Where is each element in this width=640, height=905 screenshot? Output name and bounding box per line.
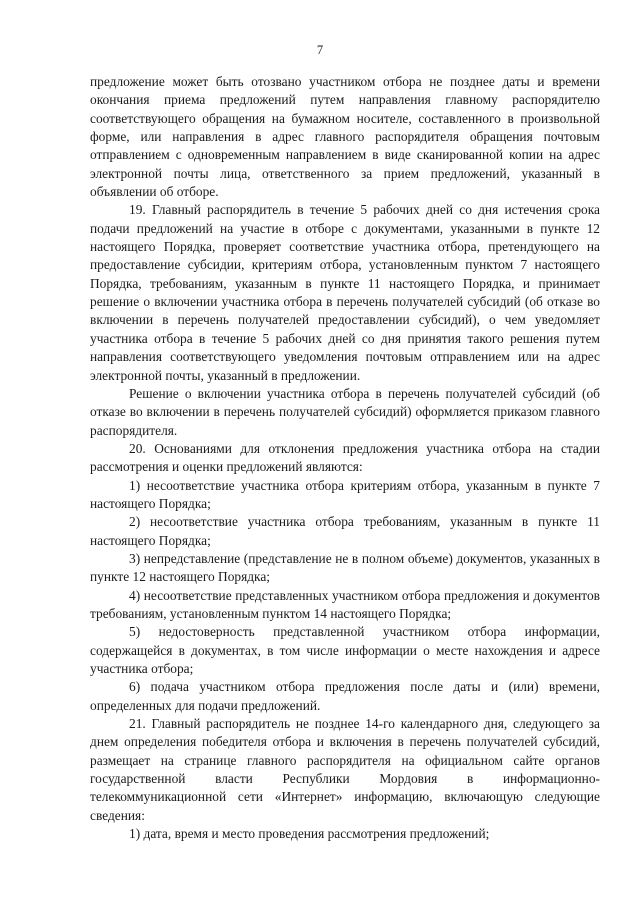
list-item-20-2: 2) несоответствие участника отбора требованиям, указанным в пункте 11 настоящего Порядка; <box>90 514 600 548</box>
paragraph-inclusion-decision: Решение о включении участника отбора в перечень получателей субсидий (об отказе во включении в перечень получателей субсидий) оформляется приказом главного распорядителя. <box>90 385 600 438</box>
list-item-21-1: 1) дата, время и место проведения рассмотрения предложений; <box>129 826 490 842</box>
paragraph-proposal-withdrawal: предложение может быть отозвано участником отбора не позднее даты и времени окончания приема предложений путем направления главному распорядителю соответствующего обращения на бумажном носителе, составленного в произвольной форме, или направления в адрес главного распорядителя обращения почтовым отправлением с одновременным направлением в виде сканированной копии на адрес электронной почты лица, ответственного за прием предложений, указанный в объявлении об отборе. <box>90 74 600 200</box>
paragraph-item-21: 21. Главный распорядитель не позднее 14-го календарного дня, следующего за днем определения победителя отбора и включения в перечень получателей субсидий, размещает на странице главного распорядителя на официальном сайте органов государственной власти Республики Мордовия в информационно-телекоммуникационной сети «Интернет» информацию, включающую следующие сведения: <box>90 716 600 823</box>
page-number: 7 <box>316 43 324 57</box>
list-item-20-1: 1) несоответствие участника отбора критериям отбора, указанным в пункте 7 настоящего Порядка; <box>90 477 600 511</box>
paragraph-item-20: 20. Основаниями для отклонения предложения участника отбора на стадии рассмотрения и оценки предложений являются: <box>90 440 600 475</box>
list-item-20-3: 3) непредставление (представление не в полном объеме) документов, указанных в пункте 12 настоящего Порядка; <box>90 550 600 585</box>
list-item-20-6: 6) подача участником отбора предложения после даты и (или) времени, определенных для подачи предложений. <box>90 679 600 713</box>
paragraph-item-19: 19. Главный распорядитель в течение 5 рабочих дней со дня истечения срока подачи предложений на участие в отборе с документами, указанными в пункте 12 настоящего Порядка, проверяет соответствие участника отбора, претендующего на предоставление субсидии, критериям отбора, установленным пунктом 7 настоящего Порядка, требованиям, указанным в пункте 11 настоящего Порядка, и принимает решение о включении участника отбора в перечень получателей субсидий (об отказе во включении в перечень получателей предоставлении субсидий), о чем уведомляет участника отбора в течение 5 рабочих дней со дня принятия такого решения путем направления соответствующего уведомления почтовым отправлением или на адрес электронной почты, указанный в предложении. <box>90 202 600 383</box>
document-body <box>90 73 600 843</box>
list-item-20-5: 5) недостоверность представленной участником отбора информации, содержащейся в документах, в том числе информации о месте нахождения и адресе участника отбора; <box>90 624 600 676</box>
list-item-20-4: 4) несоответствие представленных участником отбора предложения и документов требованиям, установленным пунктом 14 настоящего Порядка; <box>90 587 600 621</box>
